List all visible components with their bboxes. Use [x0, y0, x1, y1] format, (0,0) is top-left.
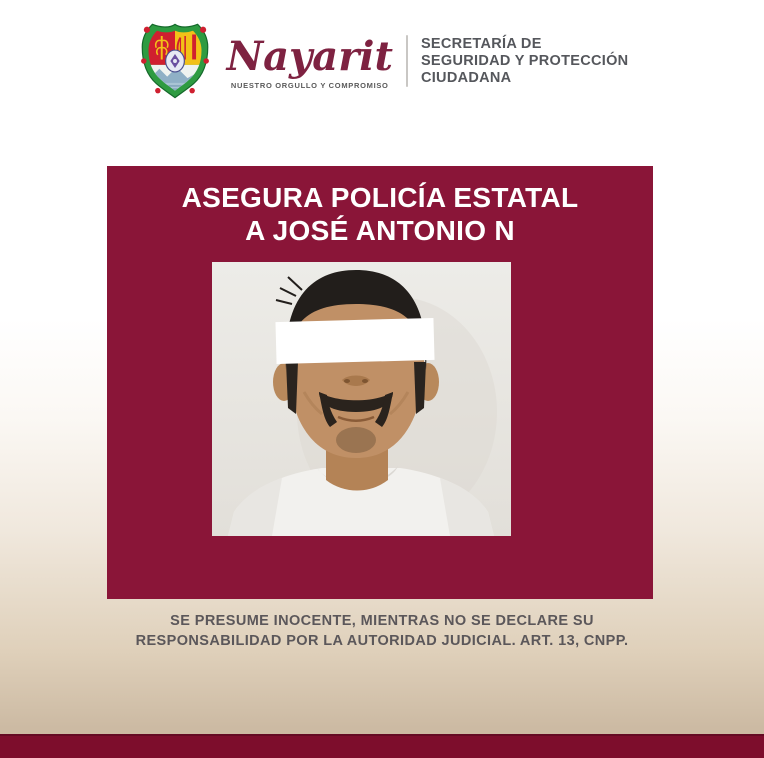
goatee — [336, 427, 376, 453]
card-title — [107, 181, 653, 247]
nayarit-tagline: NUESTRO ORGULLO Y COMPROMISO — [230, 81, 389, 90]
nayarit-wordmark: Nayarit — [226, 33, 393, 80]
disclaimer-line2: RESPONSABILIDAD POR LA AUTORIDAD JUDICIAL. ART. 13, CNPP. — [135, 632, 629, 649]
agency-line2: SEGURIDAD Y PROTECCIÓN — [420, 52, 629, 69]
state-seal-icon — [136, 22, 214, 100]
detainee-photo — [212, 262, 511, 536]
header-divider — [406, 35, 408, 87]
disclaimer-line1: SE PRESUME INOCENTE, MIENTRAS NO SE DECLARE SU — [170, 613, 594, 629]
agency-name — [421, 36, 628, 87]
announcement-card — [107, 166, 653, 599]
header — [0, 22, 764, 100]
eye-censor-bar — [275, 318, 434, 364]
bottom-maroon-bar — [0, 734, 764, 758]
card-title-line1: ASEGURA POLICÍA ESTATAL — [181, 182, 579, 213]
agency-line3: CIUDADANA — [420, 69, 512, 86]
brand-block — [226, 33, 393, 90]
card-title-line2: A JOSÉ ANTONIO N — [245, 215, 515, 246]
legal-disclaimer — [0, 612, 764, 651]
agency-line1: SECRETARÍA DE — [420, 35, 542, 52]
